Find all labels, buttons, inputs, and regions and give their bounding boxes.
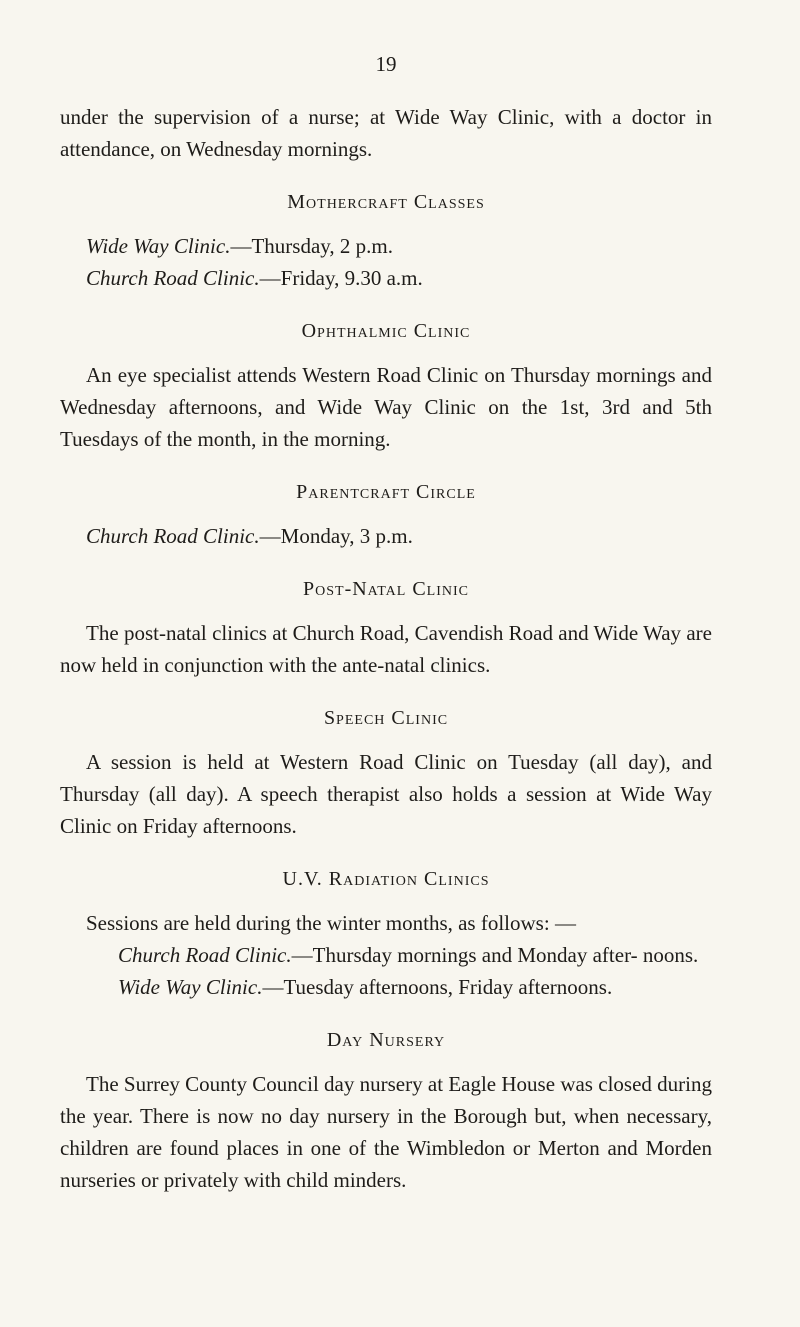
entry-place: Church Road Clinic. — [118, 943, 292, 967]
postnatal-paragraph: The post-natal clinics at Church Road, Cavendish Road and Wide Way are now held in conjunction with the ante-natal clinics. — [60, 621, 712, 677]
entry-time: —Thursday, 2 p.m. — [230, 234, 394, 258]
speech-paragraph: A session is held at Western Road Clinic on Tuesday (all day), and Thursday (all day). A speech therapist also holds a session at Wide Way Clinic on Friday afternoons. — [60, 750, 712, 838]
entry-place: Church Road Clinic. — [86, 524, 260, 548]
entry-place: Wide Way Clinic. — [118, 975, 263, 999]
mothercraft-heading: Mothercraft Classes — [287, 191, 485, 213]
uv-entry — [60, 971, 712, 1003]
entry-place: Wide Way Clinic. — [86, 234, 231, 258]
ophthalmic-paragraph: An eye specialist attends Western Road Clinic on Thursday mornings and Wednesday afternoons, and Wide Way Clinic on the 1st, 3rd and 5th Tuesdays of the month, in the morning. — [60, 363, 712, 451]
parentcraft-entry — [60, 520, 712, 552]
entry-time: —Monday, 3 p.m. — [259, 524, 413, 548]
uv-heading: U.V. Radiation Clinics — [282, 868, 490, 890]
uv-entry — [60, 939, 712, 971]
entry-time: —Friday, 9.30 a.m. — [259, 266, 423, 290]
entry-time: —Thursday mornings and Monday after- noons. — [291, 943, 699, 967]
uv-intro: Sessions are held during the winter months, as follows: — — [86, 911, 576, 935]
mothercraft-entry — [60, 230, 712, 262]
page-number: 19 — [375, 52, 397, 76]
day-nursery-heading: Day Nursery — [326, 1029, 446, 1051]
ophthalmic-heading: Ophthalmic Clinic — [301, 320, 471, 342]
speech-heading: Speech Clinic — [323, 707, 449, 729]
postnatal-heading: Post-Natal Clinic — [303, 578, 469, 600]
parentcraft-heading: Parentcraft Circle — [296, 481, 476, 503]
mothercraft-entry — [60, 262, 712, 294]
entry-place: Church Road Clinic. — [86, 266, 260, 290]
intro-paragraph: under the supervision of a nurse; at Wide Way Clinic, with a doctor in attendance, on Wednesday mornings. — [60, 105, 712, 161]
day-nursery-paragraph: The Surrey County Council day nursery at Eagle House was closed during the year. There is now no day nursery in the Borough but, when necessary, children are found places in one of the Wimbledon or Merton and Morden nurseries or privately with child minders. — [60, 1072, 712, 1192]
entry-time: —Tuesday afternoons, Friday afternoons. — [262, 975, 613, 999]
